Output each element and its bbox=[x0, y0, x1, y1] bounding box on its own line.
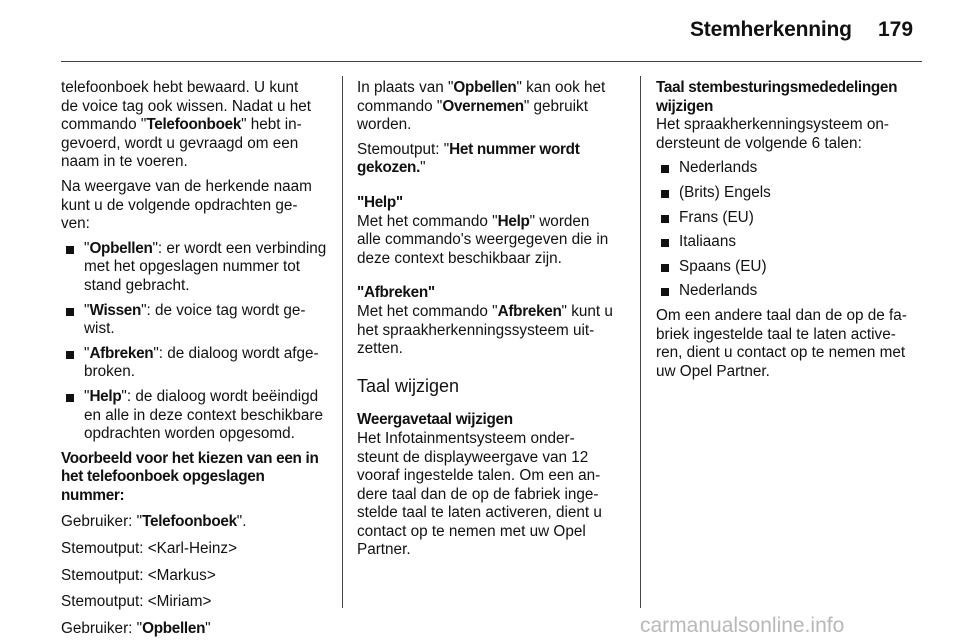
list-item bbox=[656, 209, 926, 228]
language-name: Nederlands bbox=[679, 282, 758, 300]
text-line bbox=[61, 116, 329, 135]
column-1 bbox=[61, 79, 329, 644]
language-name: Nederlands bbox=[679, 159, 758, 177]
column-2 bbox=[357, 79, 627, 566]
list-item bbox=[656, 282, 926, 301]
command-name: Wissen bbox=[89, 301, 142, 319]
paragraph-commands-intro bbox=[61, 178, 329, 234]
command-name: Opbellen bbox=[142, 619, 206, 637]
language-name: Spaans (EU) bbox=[679, 257, 767, 275]
text-fragment: ": de voice tag wordt ge- bbox=[141, 301, 306, 319]
header-rule bbox=[61, 61, 922, 62]
section-title: Taal wijzigen bbox=[357, 375, 460, 396]
text-line: alle commando's weergegeven die in bbox=[357, 231, 609, 249]
dialog-line bbox=[61, 620, 329, 639]
text-line bbox=[357, 303, 627, 322]
text-fragment: " kan ook het bbox=[516, 79, 606, 96]
command-name: Telefoonboek bbox=[142, 513, 237, 531]
text-fragment: " gebruikt bbox=[523, 97, 588, 115]
text-line: zetten. bbox=[357, 340, 403, 358]
list-item bbox=[61, 388, 329, 444]
text-line bbox=[357, 159, 627, 178]
command-name: Opbellen bbox=[89, 239, 153, 257]
column-divider-1 bbox=[342, 76, 343, 608]
text-line bbox=[357, 213, 627, 232]
text-line: "Help": de dialoog wordt beëindigd bbox=[84, 387, 319, 405]
text-line: dere taal dan de op de fabriek inge- bbox=[357, 485, 599, 503]
voice-language-heading bbox=[656, 79, 926, 116]
text-line: wijzigen bbox=[656, 97, 714, 115]
text-line: het telefoonboek opgeslagen bbox=[61, 468, 265, 486]
text-line: opdrachten worden opgesomd. bbox=[84, 425, 295, 443]
command-name: Help bbox=[89, 387, 122, 405]
text-fragment: Met het commando " bbox=[357, 212, 498, 230]
text-line: gevoerd, wordt u gevraagd om een bbox=[61, 134, 299, 152]
command-name: Afbreken bbox=[89, 344, 154, 362]
text-line: kunt u de volgende opdrachten ge- bbox=[61, 196, 298, 214]
dialog-line bbox=[61, 513, 329, 532]
text-line: vooraf ingestelde talen. Om een an- bbox=[357, 467, 601, 485]
text-fragment: ": de dialoog wordt afge- bbox=[153, 344, 319, 362]
bullet-square bbox=[661, 190, 669, 198]
text-line: deze context beschikbaar zijn. bbox=[357, 249, 562, 267]
language-name: Frans (EU) bbox=[679, 208, 754, 226]
bullet-square bbox=[661, 215, 669, 223]
column-3 bbox=[656, 79, 926, 387]
paragraph-voice-tag bbox=[61, 79, 329, 172]
text-line: het spraakherkenningssysteem uit- bbox=[357, 321, 595, 339]
voice-output-text: gekozen. bbox=[357, 159, 421, 177]
command-name: Help bbox=[497, 212, 530, 230]
text-line: "Opbellen": er wordt een verbinding bbox=[84, 239, 327, 257]
bullet-square bbox=[661, 264, 669, 272]
text-line: worden. bbox=[357, 116, 412, 134]
list-item bbox=[61, 345, 329, 382]
text-line: ven: bbox=[61, 215, 90, 233]
text-line: wist. bbox=[84, 320, 115, 338]
paragraph-alternative-command bbox=[357, 79, 627, 135]
text-fragment: " worden bbox=[529, 212, 590, 230]
list-item bbox=[61, 240, 329, 296]
paragraph-languages-outro bbox=[656, 307, 926, 381]
text-line bbox=[357, 79, 627, 98]
text-line: naam in te voeren. bbox=[61, 153, 188, 171]
text-line bbox=[357, 141, 627, 160]
watermark: carmanualsonline.info bbox=[640, 614, 845, 637]
text-line: uw Opel Partner. bbox=[656, 362, 770, 380]
text-line: Partner. bbox=[357, 541, 411, 559]
text-fragment: Gebruiker: " bbox=[61, 619, 143, 637]
bullet-square bbox=[66, 394, 74, 402]
bullet-square bbox=[66, 246, 74, 254]
text-line: dersteunt de volgende 6 talen: bbox=[656, 134, 862, 152]
list-item bbox=[61, 302, 329, 339]
list-item bbox=[656, 258, 926, 277]
abort-heading: "Afbreken" bbox=[357, 284, 435, 302]
text-fragment: " kunt u bbox=[561, 302, 613, 320]
command-name: Overnemen bbox=[442, 97, 524, 115]
text-line: met het opgeslagen nummer tot bbox=[84, 258, 300, 276]
list-item bbox=[656, 233, 926, 252]
text-fragment: ". bbox=[236, 513, 247, 531]
dialog-line: Stemoutput: <Karl-Heinz> bbox=[61, 540, 238, 558]
text-line: steunt de displayweergave van 12 bbox=[357, 448, 589, 466]
text-fragment: ": de dialoog wordt beëindigd bbox=[121, 387, 319, 405]
dialog-line: Stemoutput: <Miriam> bbox=[61, 593, 212, 611]
command-name: Afbreken bbox=[497, 302, 562, 320]
text-line: broken. bbox=[84, 363, 136, 381]
text-line: Het spraakherkenningsysteem on- bbox=[656, 116, 889, 134]
text-fragment: ": er wordt een verbinding bbox=[152, 239, 327, 257]
text-line: Voorbeeld voor het kiezen van een in bbox=[61, 449, 319, 467]
paragraph-abort bbox=[357, 303, 627, 359]
text-line: ren, dient u contact op te nemen met bbox=[656, 344, 906, 362]
help-heading: "Help" bbox=[357, 193, 403, 211]
bullet-square bbox=[661, 165, 669, 173]
text-fragment: Gebruiker: " bbox=[61, 513, 143, 531]
sub-heading: Weergavetaal wijzigen bbox=[357, 411, 513, 429]
text-line bbox=[357, 98, 627, 117]
command-name: Opbellen bbox=[453, 79, 517, 96]
list-item bbox=[656, 184, 926, 203]
bullet-square bbox=[661, 239, 669, 247]
language-name: Italiaans bbox=[679, 233, 736, 251]
text-line: de voice tag ook wissen. Nadat u het bbox=[61, 97, 312, 115]
bullet-square bbox=[661, 288, 669, 296]
language-name: (Brits) Engels bbox=[679, 183, 771, 201]
text-fragment: " bbox=[205, 619, 211, 637]
text-line: briek ingestelde taal te laten active- bbox=[656, 325, 896, 343]
text-line: contact op te nemen met uw Opel bbox=[357, 522, 586, 540]
text-line: Om een andere taal dan de op de fa- bbox=[656, 306, 907, 324]
text-line: Na weergave van de herkende naam bbox=[61, 177, 312, 195]
text-fragment: Stemoutput: " bbox=[357, 140, 450, 158]
list-item bbox=[656, 159, 926, 178]
column-divider-2 bbox=[640, 76, 641, 608]
example-heading bbox=[61, 450, 329, 506]
text-line: "Wissen": de voice tag wordt ge- bbox=[84, 301, 306, 319]
text-fragment: " hebt in- bbox=[241, 116, 302, 134]
page-header-title: Stemherkenning bbox=[690, 18, 852, 41]
text-fragment: Met het commando " bbox=[357, 302, 498, 320]
dialog-line: Stemoutput: <Markus> bbox=[61, 566, 216, 584]
text-line: Taal stembesturingsmededelingen bbox=[656, 79, 898, 96]
paragraph-languages-intro bbox=[656, 116, 926, 153]
paragraph-voice-output bbox=[357, 141, 627, 178]
command-telefoonboek: Telefoonboek bbox=[146, 116, 242, 134]
text-fragment: commando " bbox=[61, 116, 147, 134]
text-fragment: commando " bbox=[357, 97, 443, 115]
bullet-square bbox=[66, 351, 74, 359]
text-line: nummer: bbox=[61, 486, 125, 504]
voice-output-text: Het nummer wordt bbox=[449, 140, 580, 158]
text-fragment: In plaats van " bbox=[357, 79, 454, 96]
text-line: Het Infotainmentsysteem onder- bbox=[357, 429, 575, 447]
text-line: "Afbreken": de dialoog wordt afge- bbox=[84, 344, 319, 362]
page-number: 179 bbox=[878, 18, 914, 41]
paragraph-display-language bbox=[357, 430, 627, 560]
paragraph-help bbox=[357, 213, 627, 269]
text-line: stelde taal te laten activeren, dient u bbox=[357, 504, 602, 522]
text-fragment: " bbox=[420, 159, 426, 177]
text-line: en alle in deze context beschikbare bbox=[84, 406, 323, 424]
bullet-square bbox=[66, 308, 74, 316]
text-line: stand gebracht. bbox=[84, 276, 190, 294]
text-line: telefoonboek hebt bewaard. U kunt bbox=[61, 79, 299, 96]
